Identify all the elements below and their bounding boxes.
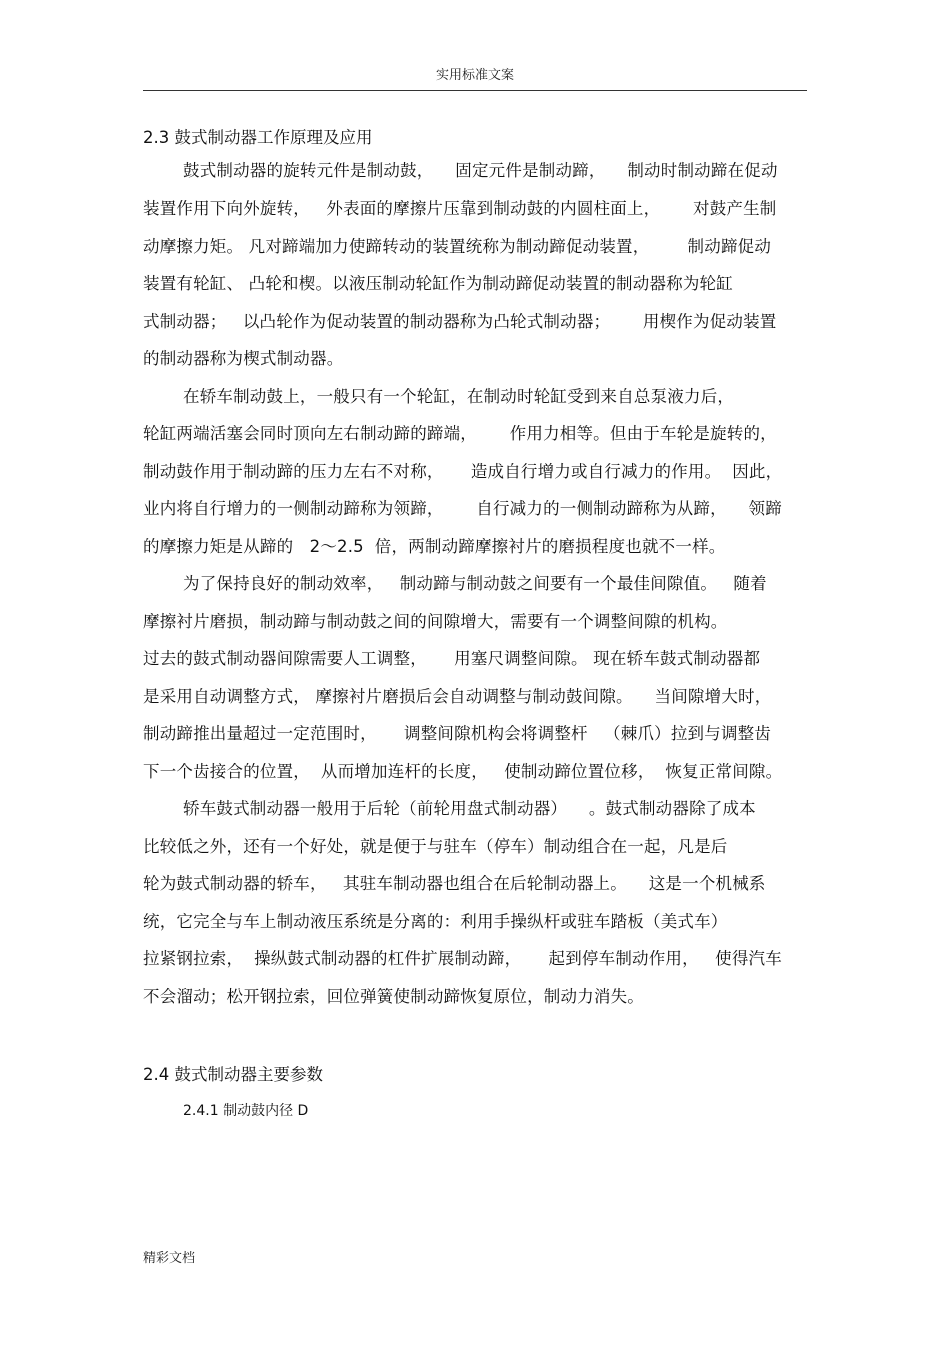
paragraph-3-line: 下一个齿接合的位置， 从而增加连杆的长度， 使制动蹄位置位移， 恢复正常间隙。 [143,762,783,781]
paragraph-3-line: 是采用自动调整方式， 摩擦衬片磨损后会自动调整与制动鼓间隙。 当间隙增大时， [143,687,772,706]
paragraph-3-line: 过去的鼓式制动器间隙需要人工调整， 用塞尺调整间隙。 现在轿车鼓式制动器都 [143,649,761,668]
paragraph-1-line: 动摩擦力矩。 凡对蹄端加力使蹄转动的装置统称为制动蹄促动装置， 制动蹄促动 [143,237,772,256]
paragraph-4-line: 比较低之外，还有一个好处，就是便于与驻车（停车）制动组合在一起，凡是后 [143,837,728,856]
paragraph-2-line: 业内将自行增力的一侧制动蹄称为领蹄， 自行减力的一侧制动蹄称为从蹄， 领蹄 [143,499,782,518]
paragraph-3-line: 摩擦衬片磨损，制动蹄与制动鼓之间的间隙增大，需要有一个调整间隙的机构。 [143,612,728,631]
section-2-3-heading: 2.3 鼓式制动器工作原理及应用 [143,128,373,147]
paragraph-1-line: 式制动器； 以凸轮作为促动装置的制动器称为凸轮式制动器； 用楔作为促动装置 [143,312,777,331]
paragraph-1-line: 装置有轮缸、 凸轮和楔。以液压制动轮缸作为制动蹄促动装置的制动器称为轮缸 [143,274,733,293]
paragraph-4-line: 轮为鼓式制动器的轿车， 其驻车制动器也组合在后轮制动器上。 这是一个机械系 [143,874,766,893]
paragraph-1-line: 的制动器称为楔式制动器。 [143,349,344,368]
paragraph-4-line: 统，它完全与车上制动液压系统是分离的：利用手操纵杆或驻车踏板（美式车） [143,912,728,931]
paragraph-2-line: 轮缸两端活塞会同时顶向左右制动蹄的蹄端， 作用力相等。但由于车轮是旋转的， [143,424,777,443]
header-rule [143,90,807,91]
page-footer: 精彩文档 [143,1251,196,1266]
paragraph-2-line: 在轿车制动鼓上，一般只有一个轮缸，在制动时轮缸受到来自总泵液力后， [183,387,735,406]
paragraph-3-line: 为了保持良好的制动效率， 制动蹄与制动鼓之间要有一个最佳间隙值。 随着 [183,574,767,593]
paragraph-1-line: 鼓式制动器的旋转元件是制动鼓， 固定元件是制动蹄， 制动时制动蹄在促动 [183,161,778,180]
paragraph-3-line: 制动蹄推出量超过一定范围时， 调整间隙机构会将调整杆 （棘爪）拉到与调整齿 [143,724,772,743]
paragraph-2-line: 制动鼓作用于制动蹄的压力左右不对称， 造成自行增力或自行减力的作用。 因此， [143,462,783,481]
paragraph-4-line: 轿车鼓式制动器一般用于后轮（前轮用盘式制动器） 。鼓式制动器除了成本 [183,799,756,818]
paragraph-4-line: 不会溜动；松开钢拉索，回位弹簧使制动蹄恢复原位，制动力消失。 [143,987,644,1006]
section-2-4-heading: 2.4 鼓式制动器主要参数 [143,1065,323,1084]
paragraph-2-line: 的摩擦力矩是从蹄的 2～2.5 倍，两制动蹄摩擦衬片的磨损程度也就不一样。 [143,537,726,556]
page-header: 实用标准文案 [435,68,514,83]
paragraph-1-line: 装置作用下向外旋转， 外表面的摩擦片压靠到制动鼓的内圆柱面上， 对鼓产生制 [143,199,777,218]
section-2-4-1-subheading: 2.4.1 制动鼓内径 D [183,1103,309,1119]
paragraph-4-line: 拉紧钢拉索， 操纵鼓式制动器的杠件扩展制动蹄， 起到停车制动作用， 使得汽车 [143,949,782,968]
